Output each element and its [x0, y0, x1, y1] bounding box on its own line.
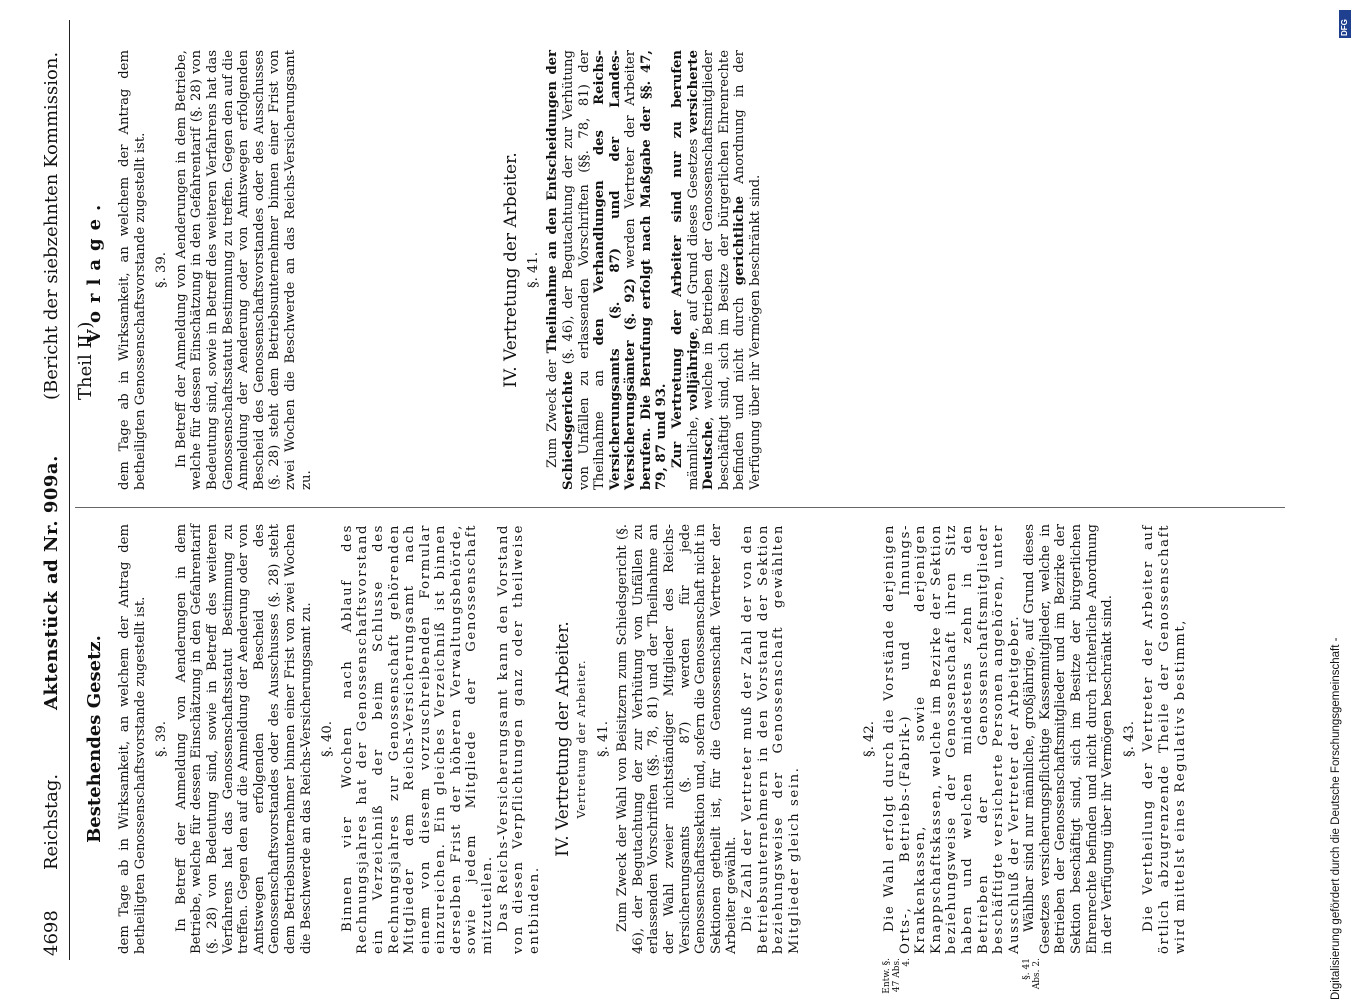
right-s41-label: §. 41. [525, 252, 541, 288]
right-s41-text [545, 50, 670, 490]
left-intro: dem Tage ab in Wirksamkeit, an welchem der Antrag dem betheiligten Genossenschaftsvorstande zugestellt ist. [117, 524, 148, 954]
margin-note-s41: §. 41 Abs. 2. [1022, 958, 1043, 990]
dfg-logo-text: DFG [1340, 19, 1349, 36]
right-s41-b: (§. 46), der Begutachtung der zur Verhütung von Unfällen zu erlassenden Vorschriften (§§. 78, 81) der Theilnahme an [560, 50, 608, 490]
header-venue: Reichstag. [41, 773, 62, 870]
left-s41-text-1: Zum Zweck der Wahl von Beisitzern zum Schiedsgericht (§. 46), der Begutachtung der zur Verhütung von Unfällen zu erlassenden Vorschriften (§§. 78, 81) und der Theilnahme an der Wahl zweier nichtständiger Mitglieder des Reichs-Versicherungsamts (§. 87) werden für jede Genossenschaftssektion und, sofern die Genossenschaft nicht in Sektionen getheilt ist, für die Genossenschaft Vertreter der Arbeiter gewählt. [615, 524, 740, 954]
left-section-iv: IV. Vertretung der Arbeiter. [553, 621, 574, 857]
left-s40-label: §. 40. [320, 721, 336, 757]
column-divider [75, 507, 1285, 508]
right-s39-label: §. 39. [154, 252, 170, 288]
right-s41-bold-2: den Verhandlungen des Reichs-Versicherungsamts (§. 87) und der Landes-Versicherungsämter (§. 92) [592, 50, 639, 490]
right-s39-text: In Betreff der Anmeldung von Aenderungen in dem Betriebe, welche für dessen Einschätzung in den Gefahrentarif (§. 28) von Bedeutung sind, sowie in Betreff des weiteren Verfahrens hat das Genossenschaftsstatut Bestimmung zu treffen. Gegen den auf die Anmeldung der Aenderung oder von Amtswegen erfolgenden Bescheid des Genossenschaftsvorstandes oder des Ausschusses (§. 28) steht dem Betriebsunternehmer binnen einer Frist von zwei Wochen die Beschwerde an das Reichs-Versicherungsamt zu. [173, 50, 314, 490]
right-s41-text-2 [670, 50, 764, 490]
right-s41-g: Anordnung in der Verfügung über ihr Vermögen beschränkt sind. [732, 50, 764, 490]
header-title: Aktenstück ad Nr. 909a. [41, 455, 62, 710]
right-s41-f: , welche in Betrieben der Genossenschaftsmitglieder beschäftigt sind, sich im Besitze der bürgerlichen Ehrenrechte befinden und nicht durch [701, 50, 748, 490]
right-s41-bold-5: volljährige [685, 331, 701, 411]
left-s40-text-1: Binnen vier Wochen nach Ablauf des Rechnungsjahres hat der Genossenschaftsvorstand ein Verzeichniß der beim Schlusse des Rechnungsjahres zur Genossenschaft gehörenden Mitglieder dem Reichs-Versicherungsamt nach einem von diesem vorzuschreibenden Formular einzureichen. Ein gleiches Verzeichniß ist binnen derselben Frist der höheren Verwaltungsbehörde, sowie jedem Mitgliede der Genossenschaft mitzuteilen. [339, 524, 496, 954]
right-column [117, 50, 764, 490]
header-subtitle: (Bericht der siebzehnten Kommission. Theil II.) [41, 51, 96, 400]
left-s42-text-2: Wählbar sind nur männliche, großjährige, auf Grund dieses Gesetzes versicherungspflichtige Kassenmitglieder, welche in Betrieben der Genossenschaftsmitglieder und im Bezirke der Sektion beschäftigt sind, sich im Besitze der bürgerlichen Ehrenrechte befinden und nicht durch richterliche Anordnung in der Verfügung über ihr Vermögen beschränkt sind. [1022, 524, 1116, 954]
digitization-credit [1306, 10, 1346, 1000]
right-s41-a: Zum Zweck der [545, 359, 561, 468]
left-s42-text: Die Wahl erfolgt durch die Vorstände derjenigen Orts-, Betriebs-(Fabrik-) und Innungs-Krankenkassen, sowie derjenigen Knappschaftskassen, welche im Bezirke der Sektion beziehungsweise der Genossenschaft ihren Sitz haben und welchen mindestens zehn in den Betrieben der Genossenschaftsmitglieder beschäftigte versicherte Personen angehören, unter Ausschluß der Vertreter der Arbeitgeber. [881, 524, 1022, 954]
left-s42-label: §. 42. [862, 721, 878, 757]
right-s41-c: werden Vertreter der Arbeiter [623, 50, 639, 269]
left-column [117, 524, 1188, 994]
right-s41-bold-4: Zur Vertretung der Arbeiter sind nur zu berufen [670, 50, 686, 468]
right-s41-d: männliche, [685, 416, 701, 490]
left-s41-label: §. 41. [595, 721, 611, 757]
left-s39-text: In Betreff der Anmeldung von Aenderungen in dem Betriebe, welche für dessen Einschätzung in den Gefahrentarif (§. 28) von Bedeutung sind, sowie in Betreff des weiteren Verfahrens hat das Genossenschaftsstatut Bestimmung zu treffen. Gegen den auf die Anmeldung der Aenderung oder von Amtswegen erfolgenden Bescheid des Genossenschaftsvorstandes oder des Ausschusses (§. 28) steht dem Betriebsunternehmer binnen einer Frist von zwei Wochen die Beschwerde an das Reichs-Versicherungsamt zu. [173, 524, 314, 954]
left-s40-text-2: Das Reichs-Versicherungsamt kann den Vorstand von diesen Verpflichtungen ganz oder theilweise entbinden. [495, 524, 542, 954]
right-s41-bold-1: Theilnahme an den Entscheidungen der Schiedsgerichte [545, 50, 576, 490]
margin-note-entw: Entw. §. 47 Abs. 4. [881, 958, 912, 994]
right-s41-bold-7: gerichtliche [732, 195, 748, 286]
right-intro: dem Tage ab in Wirksamkeit, an welchem der Antrag dem betheiligten Genossenschaftsvorstande zugestellt ist. [117, 50, 148, 490]
left-s43-label: §. 43. [1121, 721, 1137, 757]
right-s41-bold-6: versicherte Deutsche [685, 50, 717, 490]
rotated-document-sheet [35, 20, 1325, 994]
right-column-heading: Vorlage. [84, 196, 105, 344]
left-s43-text: Die Vertheilung der Vertreter der Arbeiter auf örtlich abzugrenzende Theile der Genossenschaft wird mittelst eines Regulativs bestimmt, [1141, 524, 1188, 954]
credit-text: Digitalisierung gefördert durch die Deutsche Forschungsgemeinschaft - [1330, 637, 1342, 1000]
left-s41-text-2: Die Zahl der Vertreter muß der Zahl der von den Betriebsunternehmern in den Vorstand der Sektion beziehungsweise der Genossenschaft gewählten Mitglieder gleich sein. [739, 524, 802, 954]
left-section-iv-sub: Vertretung der Arbeiter. [575, 659, 589, 819]
right-section-iv: IV. Vertretung der Arbeiter. [501, 152, 522, 388]
left-column-heading: Bestehendes Gesetz. [84, 635, 105, 843]
right-s41-bold-3: berufen. Die Berufung erfolgt nach Maßgabe der §§. 47, 79, 87 und 93. [638, 50, 670, 490]
dfg-logo [1339, 10, 1351, 38]
left-s39-label: §. 39. [154, 721, 170, 757]
page-number: 4698 [41, 910, 62, 956]
right-s41-e: , auf Grund dieses Gesetzes [685, 138, 701, 332]
